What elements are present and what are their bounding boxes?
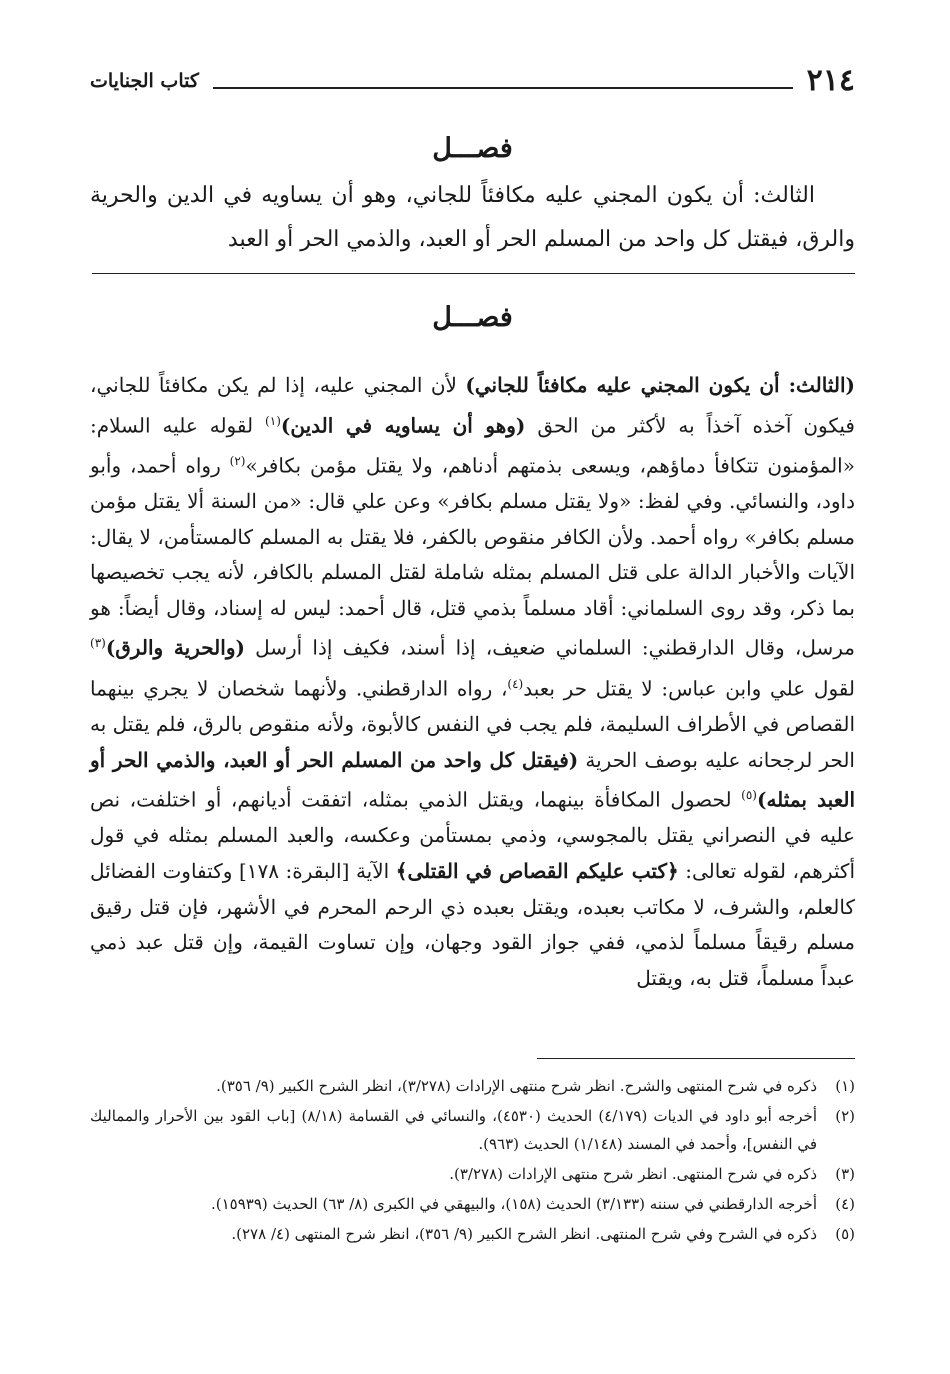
section-heading-sharh	[90, 302, 855, 333]
footnote-ref: (٣)	[90, 636, 106, 651]
page-number: ٢١٤	[806, 63, 855, 98]
footnote-ref: (٤)	[507, 676, 524, 691]
sharh-paragraph	[90, 368, 855, 996]
footnote-text: أخرجه أبو داود في الديات (٤/١٧٩) الحديث (٤٥٣٠)، والنسائي في القسامة (٨/١٨) [باب القود بين الأحرار والمماليك في النفس]، وأحمد في المسند (١/١٤٨) الحديث (٩٦٣).	[90, 1107, 817, 1153]
footnote	[90, 1190, 855, 1218]
matn-quote: (والحرية والرق)	[105, 636, 245, 661]
matn-quote: (وهو أن يساويه في الدين)	[280, 413, 526, 438]
footnote-rule	[537, 1058, 855, 1059]
footnote-number: (٥)	[835, 1225, 855, 1243]
sharh-text: لقوله عليه السلام: «المؤمنون تتكافأ دماؤهم، ويسعى بذمتهم أدناهم، ولا يقتل مؤمن بكافر»	[90, 413, 855, 478]
footnote-text: أخرجه الدارقطني في سننه (٣/١٣٣) الحديث (١٥٨)، والبيهقي في الكبرى (٨/ ٦٣) الحديث (١٥٩٣٩).	[210, 1195, 817, 1213]
section-heading-text: فصـــل	[432, 302, 513, 333]
matn-paragraph: الثالث: أن يكون المجني عليه مكافئاً للجاني، وهو أن يساويه في الدين والحرية والرق، فيقتل كل واحد من المسلم الحر أو العبد، والذمي الحر أو العبد	[90, 183, 855, 252]
footnote-ref: (٥)	[741, 788, 757, 803]
footnote-number: (٢)	[835, 1107, 855, 1125]
matn-quote: (فيقتل كل واحد من المسلم الحر أو العبد، والذمي الحر أو العبد بمثله)	[90, 747, 856, 812]
footnote-ref: (٢)	[229, 453, 246, 468]
footnote-text: ذكره في الشرح وفي شرح المنتهى. انظر الشرح الكبير (٩/ ٣٥٦)، انظر شرح المنتهى (٤/ ٢٧٨).	[231, 1225, 817, 1243]
footnote-number: (٤)	[835, 1195, 855, 1213]
matn-text-block	[90, 174, 855, 262]
footnote	[90, 1102, 855, 1158]
footnotes	[90, 1072, 855, 1250]
footnote-text: ذكره في شرح المنتهى. انظر شرح منتهى الإرادات (٣/٢٧٨).	[449, 1165, 817, 1183]
footnote	[90, 1220, 855, 1248]
section-heading-matn	[90, 133, 855, 164]
sharh-text: لأن المجني عليه، إذا لم يكن مكافئاً للجاني، فيكون آخذه آخذاً به لأكثر من الحق	[90, 373, 855, 438]
footnote	[90, 1072, 855, 1100]
matn-quote: ﴿كتب عليكم القصاص في القتلى﴾	[395, 859, 679, 883]
footnote-number: (٣)	[835, 1165, 855, 1183]
book-title: كتاب الجنايات	[90, 69, 199, 92]
header-rule	[213, 87, 793, 89]
sharh-text: ، رواه الدارقطني. ولأنهما شخصان لا يجري بينهما القصاص في الأطراف السليمة، فلم يجب في النفس كالأبوة، ولأنه منقوص بالرق، فلم يقتل به الحر لرجحانه عليه بوصف الحرية	[90, 676, 856, 772]
sharh-text: الآية [البقرة: ١٧٨] وكتفاوت الفضائل كالعلم، والشرف، لا مكاتب بعبده، ويقتل بعبده ذي الرحم المحرم في الأشهر، فإن قتل رقيق مسلم رقيقاً مسلماً لذمي، ففي جواز القود وجهان، وإن تساوت القيمة، وإن قتل عبد ذمي عبداً مسلماً، قتل به، ويقتل	[90, 859, 855, 990]
page-header	[90, 64, 855, 98]
sharh-text: رواه أحمد، وأبو داود، والنسائي. وفي لفظ: «ولا يقتل مسلم بكافر» وعن علي قال: «من السنة ألا يقتل مؤمن مسلم بكافر» رواه أحمد. ولأن الكافر منقوص بالكفر، فلا يقتل به المسلم كالمستأمن، لا يقال: الآيات والأخبار الدالة على قتل المسلم بمثله شاملة لقتل المسلم بالكافر، لأنه يجب تخصيصها بما ذكر، وقد روى السلماني: أقاد مسلماً بذمي قتل، قال أحمد: ليس له إسناد، وقال أيضاً: هو مرسل، وقال الدارقطني: السلماني ضعيف، إذا أسند، فكيف إذا أرسل	[90, 453, 855, 661]
footnote	[90, 1160, 855, 1188]
section-separator	[92, 273, 855, 274]
footnote-ref: (١)	[265, 413, 281, 428]
footnote-text: ذكره في شرح المنتهى والشرح. انظر شرح منتهى الإرادات (٣/٢٧٨)، انظر الشرح الكبير (٩/ ٣٥٦).	[216, 1077, 817, 1095]
sharh-text: لحصول المكافأة بينهما، ويقتل الذمي بمثله، اتفقت أديانهم، أو اختلفت، نص عليه في النصراني يقتل بالمجوسي، وذمي بمستأمن وعكسه، والعبد المسلم بمثله في قول أكثرهم، لقوله تعالى:	[90, 787, 855, 883]
section-heading-text: فصـــل	[432, 133, 513, 164]
footnote-number: (١)	[835, 1077, 855, 1095]
sharh-text-block	[90, 368, 855, 996]
sharh-text: لقول علي وابن عباس: لا يقتل حر بعبد	[523, 676, 855, 701]
matn-quote: (الثالث: أن يكون المجني عليه مكافئاً للجاني)	[465, 373, 855, 397]
